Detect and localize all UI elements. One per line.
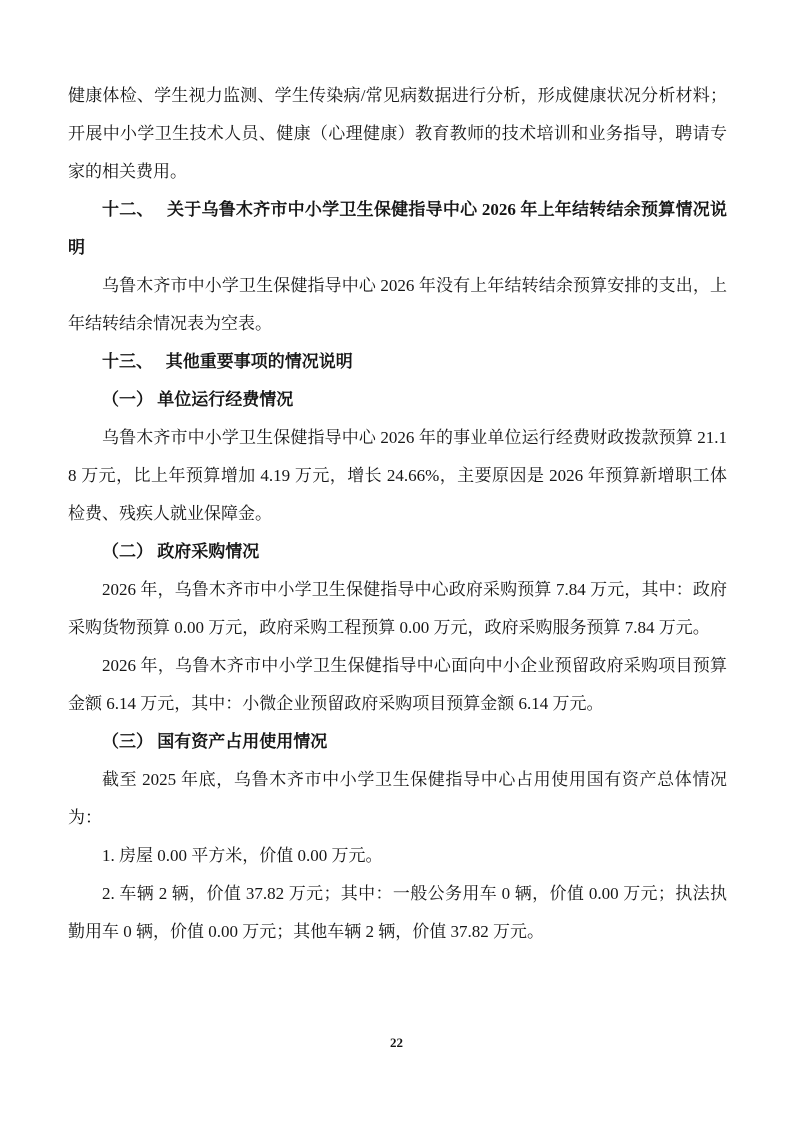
section-13-sub-3-item-1: 1. 房屋 0.00 平方米，价值 0.00 万元。 bbox=[102, 846, 383, 865]
page-number: 22 bbox=[390, 1035, 403, 1050]
section-13-sub-3-heading: （三） 国有资产占用使用情况 bbox=[102, 732, 328, 751]
section-13-sub-3-item-2: 2. 车辆 2 辆，价值 37.82 万元；其中：一般公务用车 0 辆，价值 0.00 万元；执法执勤用车 0 辆，价值 0.00 万元；其他车辆 2 辆，价值 37.82 万元。 bbox=[68, 884, 727, 941]
section-13-sub-1-paragraph: 乌鲁木齐市中小学卫生保健指导中心 2026 年的事业单位运行经费财政拨款预算 21.18 万元，比上年预算增加 4.19 万元，增长 24.66%，主要原因是 2026 年预算新增职工体检费、残疾人就业保障金。 bbox=[68, 428, 727, 523]
section-13-sub-1-heading: （一） 单位运行经费情况 bbox=[102, 390, 294, 409]
section-13-sub-2-paragraph-1: 2026 年，乌鲁木齐市中小学卫生保健指导中心政府采购预算 7.84 万元，其中：政府采购货物预算 0.00 万元，政府采购工程预算 0.00 万元，政府采购服务预算 7.84 万元。 bbox=[68, 580, 727, 637]
section-13-sub-2-paragraph-2: 2026 年，乌鲁木齐市中小学卫生保健指导中心面向中小企业预留政府采购项目预算金额 6.14 万元，其中：小微企业预留政府采购项目预算金额 6.14 万元。 bbox=[68, 656, 727, 713]
section-13-heading: 十三、 其他重要事项的情况说明 bbox=[102, 352, 353, 371]
continuation-paragraph: 健康体检、学生视力监测、学生传染病/常见病数据进行分析，形成健康状况分析材料；开展中小学卫生技术人员、健康（心理健康）教育教师的技术培训和业务指导，聘请专家的相关费用。 bbox=[68, 86, 727, 181]
section-12-heading: 十二、 关于乌鲁木齐市中小学卫生保健指导中心 2026 年上年结转结余预算情况说明 bbox=[68, 200, 727, 257]
section-12-paragraph: 乌鲁木齐市中小学卫生保健指导中心 2026 年没有上年结转结余预算安排的支出，上年结转结余情况表为空表。 bbox=[68, 276, 727, 333]
section-13-sub-3-paragraph: 截至 2025 年底，乌鲁木齐市中小学卫生保健指导中心占用使用国有资产总体情况为： bbox=[68, 770, 727, 827]
section-13-sub-2-heading: （二） 政府采购情况 bbox=[102, 542, 260, 561]
